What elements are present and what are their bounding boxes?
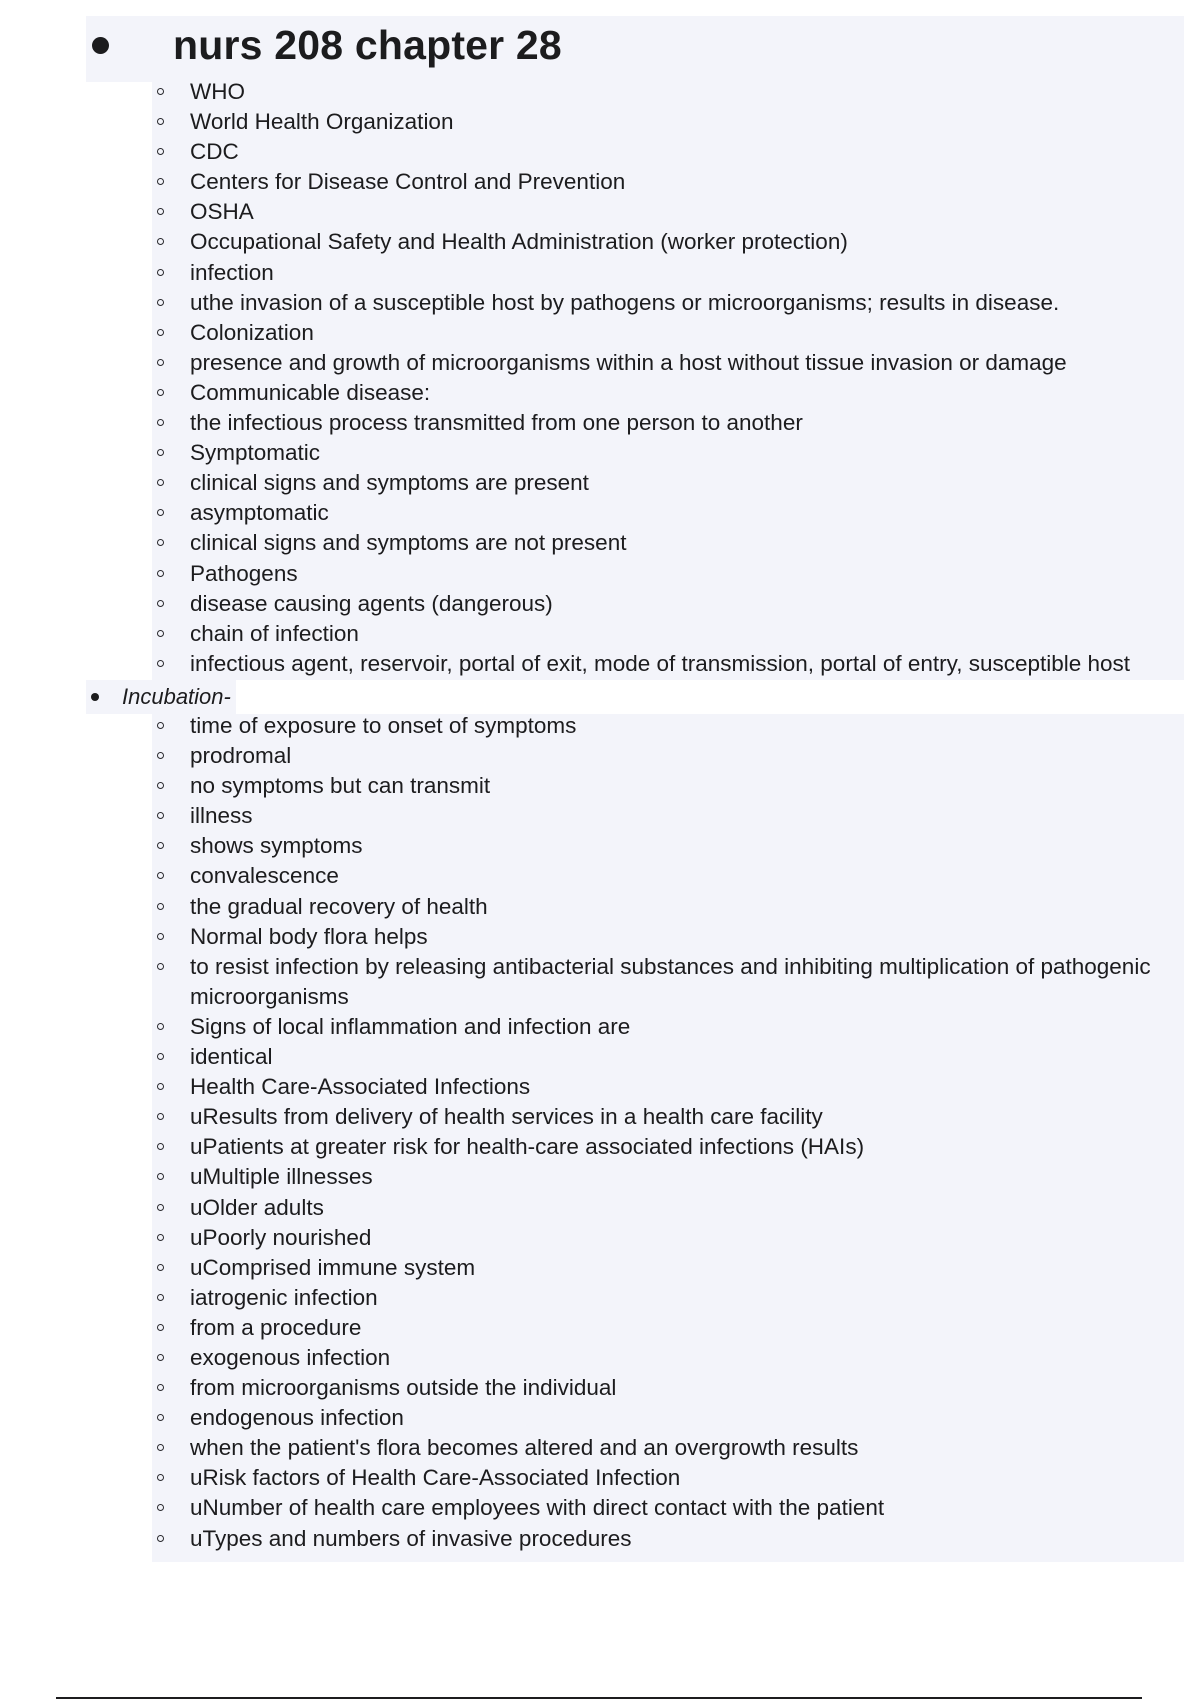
list-item-text: uMultiple illnesses <box>190 1164 373 1190</box>
list-item <box>0 1253 1170 1283</box>
hollow-bullet-icon <box>157 329 164 336</box>
list-item <box>0 861 1170 891</box>
hollow-bullet-icon <box>157 1143 164 1150</box>
filled-bullet-icon <box>91 693 99 701</box>
list-item-text: no symptoms but can transmit <box>190 773 491 799</box>
list-item-text: OSHA <box>190 199 254 225</box>
list-item <box>0 498 1170 528</box>
list-item <box>0 137 1170 167</box>
list-item-text: exogenous infection <box>190 1344 391 1370</box>
list-item-text: Symptomatic <box>190 440 321 466</box>
list-item <box>0 589 1170 619</box>
hollow-bullet-icon <box>157 842 164 849</box>
list-item <box>0 348 1170 378</box>
hollow-bullet-icon <box>157 449 164 456</box>
list-item <box>0 1403 1170 1433</box>
section-heading: Incubation- <box>122 684 231 709</box>
list-item <box>0 167 1170 197</box>
hollow-bullet-icon <box>157 88 164 95</box>
list-item-text: uNumber of health care employees with direct contact with the patient <box>190 1495 885 1521</box>
page-title: nurs 208 chapter 28 <box>173 21 562 68</box>
hollow-bullet-icon <box>157 1204 164 1211</box>
footer-divider <box>56 1697 1142 1699</box>
hollow-bullet-icon <box>157 1474 164 1481</box>
list-item <box>0 801 1170 831</box>
list-item <box>0 1102 1170 1132</box>
hollow-bullet-icon <box>157 1535 164 1542</box>
hollow-bullet-icon <box>157 148 164 155</box>
list-item <box>0 468 1170 498</box>
list-item-text: time of exposure to onset of symptoms <box>190 713 577 738</box>
list-item-text: from microorganisms outside the individual <box>190 1375 617 1401</box>
list-item-text: asymptomatic <box>190 500 329 526</box>
list-item <box>0 227 1170 257</box>
list-item <box>0 1524 1170 1554</box>
hollow-bullet-icon <box>157 872 164 879</box>
list-item <box>0 952 1170 1012</box>
list-item <box>0 1162 1170 1192</box>
list-item <box>0 1313 1170 1343</box>
list-item-text: World Health Organization <box>190 109 454 135</box>
hollow-bullet-icon <box>157 118 164 125</box>
list-item-text: Centers for Disease Control and Prevention <box>190 169 626 195</box>
list-item-text: the infectious process transmitted from one person to another <box>190 410 803 436</box>
hollow-bullet-icon <box>157 1444 164 1451</box>
list-item <box>0 1072 1170 1102</box>
list-item-text: infectious agent, reservoir, portal of exit, mode of transmission, portal of entry, susceptible host <box>190 650 1131 676</box>
list-item <box>0 1223 1170 1253</box>
hollow-bullet-icon <box>157 903 164 910</box>
hollow-bullet-icon <box>157 509 164 516</box>
list-item-text: uComprised immune system <box>190 1254 476 1280</box>
list-item <box>0 892 1170 922</box>
list-item <box>0 1283 1170 1313</box>
list-item <box>0 438 1170 468</box>
list-item-text: Pathogens <box>190 560 298 586</box>
list-item-text: disease causing agents (dangerous) <box>190 590 553 616</box>
list-item-text: uthe invasion of a susceptible host by pathogens or microorganisms; results in disease. <box>190 289 1060 315</box>
list-item <box>0 559 1170 589</box>
list-item <box>0 258 1170 288</box>
list-item <box>0 107 1170 137</box>
list-item <box>0 922 1170 952</box>
hollow-bullet-icon <box>157 299 164 306</box>
hollow-bullet-icon <box>157 570 164 577</box>
page-title-row <box>88 14 562 76</box>
hollow-bullet-icon <box>157 178 164 185</box>
list-item-text: the gradual recovery of health <box>190 893 488 919</box>
list-item-text: Occupational Safety and Health Administration (worker protection) <box>190 229 848 255</box>
hollow-bullet-icon <box>157 752 164 759</box>
list-item-text: uPatients at greater risk for health-care associated infections (HAIs) <box>190 1134 865 1160</box>
list-item <box>0 528 1170 558</box>
hollow-bullet-icon <box>157 539 164 546</box>
hollow-bullet-icon <box>157 1294 164 1301</box>
hollow-bullet-icon <box>157 419 164 426</box>
list-item-text: infection <box>190 259 274 285</box>
list-item-text: CDC <box>190 139 239 165</box>
hollow-bullet-icon <box>157 1414 164 1421</box>
section-heading-row <box>88 682 231 712</box>
list-item <box>0 1493 1170 1523</box>
list-item <box>0 771 1170 801</box>
list-item-text: uResults from delivery of health services in a health care facility <box>190 1104 823 1130</box>
list-item <box>0 1373 1170 1403</box>
hollow-bullet-icon <box>157 1053 164 1060</box>
hollow-bullet-icon <box>157 963 164 970</box>
list-item <box>0 408 1170 438</box>
hollow-bullet-icon <box>157 1234 164 1241</box>
list-item-text: from a procedure <box>190 1314 362 1340</box>
hollow-bullet-icon <box>157 812 164 819</box>
filled-bullet-icon <box>92 37 109 54</box>
list-item <box>0 649 1170 679</box>
list-item-text: clinical signs and symptoms are present <box>190 470 589 496</box>
list-item <box>0 1012 1170 1042</box>
list-item-text: to resist infection by releasing antibacterial substances and inhibiting multiplication of pathogenic microorganisms <box>190 953 1151 1009</box>
hollow-bullet-icon <box>157 600 164 607</box>
list-item <box>0 1193 1170 1223</box>
list-item-text: Normal body flora helps <box>190 923 428 949</box>
hollow-bullet-icon <box>157 660 164 667</box>
hollow-bullet-icon <box>157 1504 164 1511</box>
hollow-bullet-icon <box>157 933 164 940</box>
list-item-text: WHO <box>190 79 245 104</box>
list-item-text: uOlder adults <box>190 1194 324 1220</box>
list-item <box>0 1343 1170 1373</box>
hollow-bullet-icon <box>157 238 164 245</box>
hollow-bullet-icon <box>157 389 164 396</box>
hollow-bullet-icon <box>157 782 164 789</box>
list-item-text: prodromal <box>190 743 292 769</box>
hollow-bullet-icon <box>157 269 164 276</box>
list-item <box>0 831 1170 861</box>
list-item-text: iatrogenic infection <box>190 1284 378 1310</box>
list-item <box>0 1132 1170 1162</box>
stages-list <box>0 711 1170 1554</box>
list-item <box>0 318 1170 348</box>
list-item <box>0 1463 1170 1493</box>
list-item-text: identical <box>190 1044 273 1070</box>
hollow-bullet-icon <box>157 630 164 637</box>
list-item <box>0 288 1170 318</box>
hollow-bullet-icon <box>157 1083 164 1090</box>
list-item-text: convalescence <box>190 863 339 889</box>
hollow-bullet-icon <box>157 722 164 729</box>
list-item-text: presence and growth of microorganisms within a host without tissue invasion or damage <box>190 349 1067 375</box>
list-item-text: illness <box>190 803 253 829</box>
hollow-bullet-icon <box>157 1023 164 1030</box>
hollow-bullet-icon <box>157 1324 164 1331</box>
list-item-text: Health Care-Associated Infections <box>190 1074 531 1100</box>
list-item-text: Signs of local inflammation and infection are <box>190 1013 631 1039</box>
hollow-bullet-icon <box>157 1264 164 1271</box>
list-item-text: Communicable disease: <box>190 379 431 405</box>
hollow-bullet-icon <box>157 208 164 215</box>
list-item <box>0 1433 1170 1463</box>
list-item-text: uPoorly nourished <box>190 1224 372 1250</box>
hollow-bullet-icon <box>157 1113 164 1120</box>
hollow-bullet-icon <box>157 359 164 366</box>
hollow-bullet-icon <box>157 479 164 486</box>
list-item-text: Colonization <box>190 319 314 345</box>
list-item <box>0 741 1170 771</box>
hollow-bullet-icon <box>157 1354 164 1361</box>
definitions-list <box>0 77 1170 679</box>
list-item-text: chain of infection <box>190 620 359 646</box>
list-item <box>0 77 1170 107</box>
list-item-text: endogenous infection <box>190 1405 404 1431</box>
list-item-text: when the patient's flora becomes altered and an overgrowth results <box>190 1435 859 1461</box>
list-item <box>0 711 1170 741</box>
list-item <box>0 1042 1170 1072</box>
list-item-text: uRisk factors of Health Care-Associated Infection <box>190 1465 681 1491</box>
list-item <box>0 619 1170 649</box>
list-item-text: clinical signs and symptoms are not present <box>190 530 627 556</box>
list-item-text: uTypes and numbers of invasive procedures <box>190 1525 632 1551</box>
list-item-text: shows symptoms <box>190 833 363 859</box>
hollow-bullet-icon <box>157 1173 164 1180</box>
list-item <box>0 378 1170 408</box>
hollow-bullet-icon <box>157 1384 164 1391</box>
list-item <box>0 197 1170 227</box>
